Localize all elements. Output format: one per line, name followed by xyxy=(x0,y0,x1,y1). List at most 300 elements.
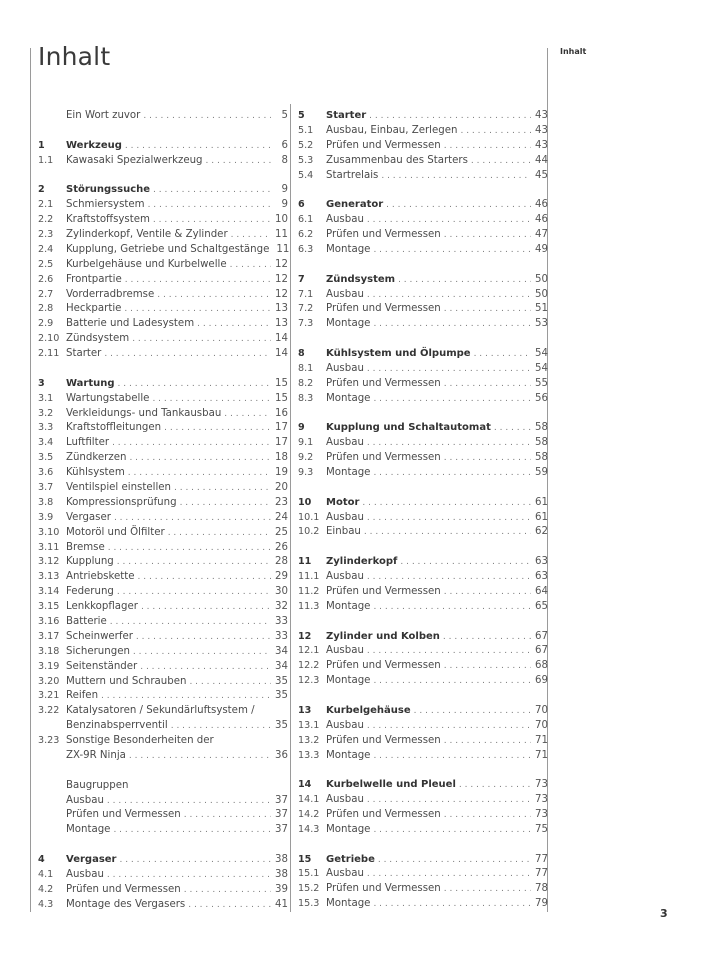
toc-entry-number: 2 xyxy=(38,184,45,196)
toc-entry-page: 67 xyxy=(535,645,548,657)
dot-leader xyxy=(107,868,271,883)
toc-entry[interactable] xyxy=(38,585,288,600)
toc-entry[interactable] xyxy=(38,481,288,496)
toc-entry[interactable] xyxy=(298,525,548,540)
toc-entry[interactable] xyxy=(298,124,548,139)
toc-entry-label: Zusammenbau des Starters xyxy=(326,154,468,166)
dot-leader xyxy=(373,317,531,332)
toc-chapter-entry[interactable] xyxy=(38,183,288,198)
dot-leader xyxy=(367,867,531,882)
toc-entry[interactable] xyxy=(38,660,288,675)
dot-leader xyxy=(367,288,531,303)
dot-leader xyxy=(148,198,271,213)
page-title: Inhalt xyxy=(38,42,111,71)
toc-entry-number: 6 xyxy=(298,199,305,211)
toc-entry[interactable] xyxy=(298,392,548,407)
toc-entry-label: Einbau xyxy=(326,526,361,538)
toc-entry-number: 11 xyxy=(298,556,312,568)
dot-leader xyxy=(367,719,531,734)
toc-entry-page: 49 xyxy=(535,243,548,255)
toc-entry-page: 73 xyxy=(535,779,548,791)
toc-entry-label: Ausbau xyxy=(326,719,364,731)
toc-entry-label: Ausbau, Einbau, Zerlegen xyxy=(326,124,458,136)
toc-entry-page: 29 xyxy=(275,571,288,583)
toc-entry-page: 16 xyxy=(275,407,288,419)
toc-entry-number: 4.2 xyxy=(38,883,54,895)
toc-entry-page: 9 xyxy=(281,184,288,196)
toc-entry[interactable] xyxy=(298,243,548,258)
toc-entry-page: 47 xyxy=(535,229,548,241)
toc-entry-number: 1.1 xyxy=(38,154,54,166)
toc-entry-page: 17 xyxy=(275,422,288,434)
toc-entry-number: 3.8 xyxy=(38,496,54,508)
toc-entry-label: Montage xyxy=(326,675,371,687)
toc-entry[interactable] xyxy=(38,719,288,734)
toc-entry[interactable] xyxy=(38,154,288,169)
toc-entry-number: 5.3 xyxy=(298,154,314,166)
toc-entry-label: Kupplung und Schaltautomat xyxy=(326,422,491,434)
toc-entry-number: 3.19 xyxy=(38,660,60,672)
toc-entry[interactable] xyxy=(298,808,548,823)
toc-entry-page: 32 xyxy=(275,601,288,613)
toc-entry-page: 43 xyxy=(535,139,548,151)
toc-entry[interactable] xyxy=(38,868,288,883)
toc-entry-number: 10.1 xyxy=(298,511,320,523)
toc-section xyxy=(38,139,288,169)
toc-entry[interactable] xyxy=(38,630,288,645)
toc-entry[interactable] xyxy=(38,347,288,362)
toc-chapter-entry[interactable] xyxy=(298,778,548,793)
toc-entry[interactable] xyxy=(298,139,548,154)
toc-entry-label: Ausbau xyxy=(66,794,104,806)
toc-chapter-entry[interactable] xyxy=(38,853,288,868)
dot-leader xyxy=(114,511,271,526)
dot-leader xyxy=(119,853,271,868)
toc-entry[interactable] xyxy=(38,451,288,466)
toc-entry-number: 2.9 xyxy=(38,318,54,330)
toc-entry-number: 5 xyxy=(298,110,305,121)
dot-leader xyxy=(474,347,531,362)
dot-leader xyxy=(197,317,271,332)
toc-entry-label: Motoröl und Ölfilter xyxy=(66,526,165,538)
dot-leader xyxy=(378,853,531,868)
dot-leader xyxy=(471,154,531,169)
toc-entry-page: 78 xyxy=(535,883,548,895)
toc-section xyxy=(38,853,288,913)
dot-leader xyxy=(188,898,271,913)
dot-leader xyxy=(398,273,531,288)
toc-entry-label: Montage xyxy=(326,467,371,478)
toc-chapter-entry[interactable] xyxy=(38,139,288,154)
toc-section xyxy=(298,704,548,764)
toc-entry[interactable] xyxy=(38,466,288,481)
toc-entry[interactable] xyxy=(38,734,288,749)
toc-entry-number: 13.1 xyxy=(298,719,320,731)
toc-chapter-entry[interactable] xyxy=(298,853,548,868)
toc-entry[interactable] xyxy=(38,198,288,213)
toc-entry[interactable] xyxy=(298,734,548,749)
toc-entry[interactable] xyxy=(298,302,548,317)
toc-entry-label: Bremse xyxy=(66,541,105,553)
toc-entry-page: 43 xyxy=(535,110,548,121)
dot-leader xyxy=(112,436,271,451)
toc-entry-page: 46 xyxy=(535,214,548,226)
dot-leader xyxy=(494,421,531,436)
toc-entry-number: 3.23 xyxy=(38,735,60,747)
toc-entry-label: Startrelais xyxy=(326,169,379,181)
toc-entry[interactable] xyxy=(298,674,548,689)
toc-entry-page: 35 xyxy=(275,675,288,687)
dot-leader xyxy=(140,660,271,675)
toc-entry[interactable] xyxy=(38,779,288,794)
toc-entry[interactable] xyxy=(38,407,288,422)
toc-chapter-entry[interactable] xyxy=(298,421,548,436)
toc-entry[interactable] xyxy=(298,362,548,377)
toc-entry-number: 3 xyxy=(38,377,45,389)
dot-leader xyxy=(444,585,531,600)
toc-entry-page: 38 xyxy=(275,868,288,880)
toc-entry[interactable] xyxy=(298,228,548,243)
toc-entry-label: Kühlsystem xyxy=(66,467,125,479)
dot-leader xyxy=(373,674,531,689)
toc-entry-page: 70 xyxy=(535,719,548,731)
toc-section xyxy=(298,853,548,913)
toc-entry-label: Prüfen und Vermessen xyxy=(326,452,441,464)
toc-entry-label: Ventilspiel einstellen xyxy=(66,481,172,493)
dot-leader xyxy=(373,600,531,615)
toc-entry-page: 17 xyxy=(275,437,288,449)
toc-entry-number: 8.3 xyxy=(298,392,314,404)
toc-entry-number: 13 xyxy=(298,704,312,716)
toc-entry-label: Zylinderkopf, Ventile & Zylinder xyxy=(66,228,228,240)
toc-entry-page: 15 xyxy=(275,392,288,404)
toc-entry-label: Heckpartie xyxy=(66,303,122,315)
toc-entry[interactable] xyxy=(298,213,548,228)
toc-entry-label: Zündkerzen xyxy=(66,452,127,464)
toc-entry-label: Ausbau xyxy=(326,362,364,374)
toc-entry-page: 37 xyxy=(275,794,288,806)
toc-section xyxy=(38,779,288,839)
toc-entry-label: Montage xyxy=(326,600,371,612)
dot-leader xyxy=(143,109,271,124)
toc-entry[interactable] xyxy=(298,882,548,897)
toc-entry-label: Reifen xyxy=(66,690,99,702)
toc-entry-page: 25 xyxy=(275,526,288,538)
toc-entry-page: 45 xyxy=(535,169,548,181)
toc-entry[interactable] xyxy=(298,585,548,600)
toc-entry-label: Ausbau xyxy=(326,288,364,300)
toc-entry[interactable] xyxy=(38,555,288,570)
toc-entry[interactable] xyxy=(38,392,288,407)
toc-entry-page: 41 xyxy=(275,898,288,910)
toc-entry-label: Luftfilter xyxy=(66,437,110,449)
toc-entry[interactable] xyxy=(298,288,548,303)
toc-entry-page: 68 xyxy=(535,660,548,672)
dot-leader xyxy=(125,273,271,288)
toc-entry-label: Katalysatoren / Sekundärluftsystem / xyxy=(66,705,255,717)
dot-leader xyxy=(224,407,271,422)
toc-entry-label: Antriebskette xyxy=(66,571,135,583)
toc-entry-number: 2.3 xyxy=(38,228,54,240)
toc-entry[interactable] xyxy=(38,273,288,288)
toc-entry[interactable] xyxy=(38,288,288,303)
left-margin-rule xyxy=(30,48,31,912)
toc-entry-label: Kupplung xyxy=(66,556,114,568)
toc-entry-number: 13.2 xyxy=(298,734,320,746)
toc-entry-number: 10.2 xyxy=(298,526,320,538)
dot-leader xyxy=(444,302,531,317)
dot-leader xyxy=(373,749,531,764)
toc-entry[interactable] xyxy=(298,451,548,466)
toc-entry-page: 51 xyxy=(535,303,548,315)
toc-chapter-entry[interactable] xyxy=(38,377,288,392)
toc-entry[interactable] xyxy=(298,823,548,838)
toc-chapter-entry[interactable] xyxy=(298,109,548,124)
toc-entry[interactable] xyxy=(38,541,288,556)
toc-entry[interactable] xyxy=(38,511,288,526)
toc-entry-page: 39 xyxy=(275,883,288,895)
toc-entry-page: 54 xyxy=(535,347,548,359)
toc-entry[interactable] xyxy=(38,898,288,913)
toc-entry[interactable] xyxy=(298,644,548,659)
dot-leader xyxy=(367,213,531,228)
toc-entry-page: 61 xyxy=(535,511,548,523)
toc-section xyxy=(298,778,548,838)
toc-entry[interactable] xyxy=(298,154,548,169)
toc-entry-page: 50 xyxy=(535,288,548,300)
toc-entry-number: 8.2 xyxy=(298,377,314,389)
toc-entry-label: Starter xyxy=(326,110,367,121)
toc-entry[interactable] xyxy=(38,570,288,585)
toc-entry-page: 38 xyxy=(275,854,288,866)
toc-entry-number: 10 xyxy=(298,496,312,508)
toc-entry-page: 53 xyxy=(535,318,548,330)
toc-entry-number: 2.7 xyxy=(38,288,54,300)
toc-entry-number: 2.4 xyxy=(38,243,54,255)
toc-entry-number: 11.2 xyxy=(298,585,320,597)
dot-leader xyxy=(138,570,271,585)
dot-leader xyxy=(104,347,271,362)
toc-entry[interactable] xyxy=(38,600,288,615)
toc-entry-label: Kawasaki Spezialwerkzeug xyxy=(66,154,203,166)
toc-section xyxy=(298,198,548,258)
toc-entry-page: 5 xyxy=(281,110,288,121)
toc-entry[interactable] xyxy=(298,570,548,585)
toc-chapter-entry[interactable] xyxy=(298,347,548,362)
toc-entry-label: Montage xyxy=(326,823,371,835)
toc-entry-number: 3.22 xyxy=(38,705,60,717)
toc-entry-page: 61 xyxy=(535,496,548,508)
toc-entry[interactable] xyxy=(38,421,288,436)
dot-leader xyxy=(132,332,271,347)
toc-entry[interactable] xyxy=(38,526,288,541)
toc-entry[interactable] xyxy=(38,332,288,347)
toc-entry-page: 35 xyxy=(275,690,288,702)
toc-entry-page: 26 xyxy=(275,541,288,553)
toc-entry[interactable] xyxy=(298,719,548,734)
dot-leader xyxy=(443,630,531,645)
toc-entry-label: Ausbau xyxy=(326,868,364,880)
toc-entry-label: Kurbelgehäuse und Kurbelwelle xyxy=(66,258,227,270)
toc-entry-number: 3.11 xyxy=(38,541,60,553)
toc-entry-page: 12 xyxy=(275,273,288,285)
toc-entry-label: Montage xyxy=(326,243,371,255)
toc-entry[interactable] xyxy=(38,689,288,704)
toc-entry-page: 34 xyxy=(275,645,288,657)
toc-entry[interactable] xyxy=(38,675,288,690)
toc-entry-page: 56 xyxy=(535,392,548,404)
toc-entry-label: Ausbau xyxy=(326,794,364,806)
toc-entry-label: Starter xyxy=(66,348,102,360)
toc-entry-number: 2.8 xyxy=(38,303,54,315)
toc-chapter-entry[interactable] xyxy=(298,198,548,213)
toc-entry-label: Prüfen und Vermessen xyxy=(326,585,441,597)
toc-entry-page: 58 xyxy=(535,422,548,434)
toc-entry-page: 71 xyxy=(535,734,548,746)
toc-entry-number: 8.1 xyxy=(298,362,314,374)
toc-entry[interactable] xyxy=(298,377,548,392)
toc-entry[interactable] xyxy=(38,749,288,764)
toc-entry-page: 63 xyxy=(535,571,548,583)
toc-entry-number: 3.14 xyxy=(38,586,60,598)
dot-leader xyxy=(369,109,531,124)
toc-entry[interactable] xyxy=(298,317,548,332)
toc-entry-page: 14 xyxy=(275,348,288,360)
toc-entry-page: 58 xyxy=(535,437,548,449)
toc-entry-page: 75 xyxy=(535,823,548,835)
toc-entry-number: 14 xyxy=(298,779,312,791)
toc-chapter-entry[interactable] xyxy=(298,555,548,570)
toc-entry[interactable] xyxy=(38,704,288,719)
dot-leader xyxy=(364,525,531,540)
toc-section xyxy=(298,555,548,615)
dot-leader xyxy=(110,615,271,630)
toc-entry[interactable] xyxy=(38,808,288,823)
toc-entry[interactable] xyxy=(298,897,548,912)
toc-entry[interactable] xyxy=(38,258,288,273)
toc-entry-page: 33 xyxy=(275,616,288,627)
toc-section xyxy=(298,496,548,541)
toc-entry-page: 33 xyxy=(275,630,288,642)
toc-entry-number: 2.5 xyxy=(38,258,54,270)
toc-entry-page: 63 xyxy=(535,556,548,568)
toc-chapter-entry[interactable] xyxy=(298,704,548,719)
toc-entry[interactable] xyxy=(38,794,288,809)
toc-entry-number: 11.1 xyxy=(298,571,320,583)
toc-entry-number: 2.6 xyxy=(38,273,54,285)
toc-entry[interactable] xyxy=(298,749,548,764)
toc-entry-number: 7.3 xyxy=(298,318,314,330)
toc-entry-label: Montage xyxy=(66,824,111,836)
dot-leader xyxy=(444,659,531,674)
toc-entry-number: 12.3 xyxy=(298,675,320,687)
toc-entry-label: Kühlsystem und Ölpumpe xyxy=(326,347,471,359)
dot-leader xyxy=(367,436,531,451)
toc-entry[interactable] xyxy=(298,511,548,526)
dot-leader xyxy=(362,496,531,511)
toc-section xyxy=(298,273,548,333)
toc-entry[interactable] xyxy=(38,109,288,124)
dot-leader xyxy=(444,882,531,897)
toc-entry-page: 46 xyxy=(535,199,548,211)
toc-column-right xyxy=(298,109,548,927)
dot-leader xyxy=(367,644,531,659)
toc-entry-label: Prüfen und Vermessen xyxy=(326,883,441,895)
dot-leader xyxy=(189,675,271,690)
toc-entry-number: 12.1 xyxy=(298,645,320,657)
toc-entry-number: 6.3 xyxy=(298,243,314,255)
toc-entry[interactable] xyxy=(38,302,288,317)
dot-leader xyxy=(367,511,531,526)
toc-entry-label: Montage des Vergasers xyxy=(66,898,186,910)
toc-chapter-entry[interactable] xyxy=(298,273,548,288)
toc-entry-page: 30 xyxy=(275,586,288,598)
dot-leader xyxy=(373,897,531,912)
toc-entry[interactable] xyxy=(38,228,288,243)
toc-entry[interactable] xyxy=(38,436,288,451)
toc-entry[interactable] xyxy=(38,645,288,660)
dot-leader xyxy=(444,139,531,154)
dot-leader xyxy=(153,183,271,198)
toc-entry-page: 24 xyxy=(275,511,288,523)
toc-entry[interactable] xyxy=(38,243,288,258)
toc-entry-number: 3.16 xyxy=(38,616,60,627)
toc-chapter-entry[interactable] xyxy=(298,496,548,511)
toc-entry[interactable] xyxy=(38,883,288,898)
toc-entry-label: Scheinwerfer xyxy=(66,630,133,642)
column-divider-rule xyxy=(290,104,291,912)
dot-leader xyxy=(152,392,271,407)
toc-entry-page: 44 xyxy=(535,154,548,166)
toc-entry-number: 3.15 xyxy=(38,601,60,613)
toc-entry[interactable] xyxy=(298,436,548,451)
toc-entry[interactable] xyxy=(298,867,548,882)
toc-entry-number: 3.5 xyxy=(38,452,54,464)
toc-entry-page: 79 xyxy=(535,898,548,910)
toc-entry[interactable] xyxy=(298,169,548,184)
dot-leader xyxy=(107,794,271,809)
toc-entry-label: Prüfen und Vermessen xyxy=(326,139,441,151)
dot-leader xyxy=(118,377,271,392)
toc-entry-page: 13 xyxy=(275,318,288,330)
toc-entry-number: 13.3 xyxy=(298,749,320,761)
toc-chapter-entry[interactable] xyxy=(298,630,548,645)
toc-entry-label: Muttern und Schrauben xyxy=(66,675,187,687)
toc-entry-page: 11 xyxy=(276,243,290,255)
toc-entry-page: 64 xyxy=(535,585,548,597)
toc-entry[interactable] xyxy=(38,317,288,332)
toc-entry-number: 3.20 xyxy=(38,675,60,687)
toc-entry[interactable] xyxy=(298,659,548,674)
toc-entry-label: Batterie und Ladesystem xyxy=(66,318,195,330)
toc-entry-label: Frontpartie xyxy=(66,273,122,285)
toc-entry[interactable] xyxy=(38,615,288,630)
toc-entry[interactable] xyxy=(298,600,548,615)
toc-entry[interactable] xyxy=(38,823,288,838)
toc-entry-number: 6.1 xyxy=(298,214,314,226)
dot-leader xyxy=(373,823,531,838)
toc-entry-page: 50 xyxy=(535,273,548,285)
toc-entry[interactable] xyxy=(298,793,548,808)
toc-entry[interactable] xyxy=(38,213,288,228)
toc-entry-label: Kompressionsprüfung xyxy=(66,496,177,508)
dot-leader xyxy=(386,198,531,213)
toc-entry[interactable] xyxy=(38,496,288,511)
toc-entry-page: 54 xyxy=(535,362,548,374)
toc-entry-number: 9 xyxy=(298,422,305,434)
toc-entry[interactable] xyxy=(298,466,548,481)
toc-entry-label: Prüfen und Vermessen xyxy=(326,303,441,315)
